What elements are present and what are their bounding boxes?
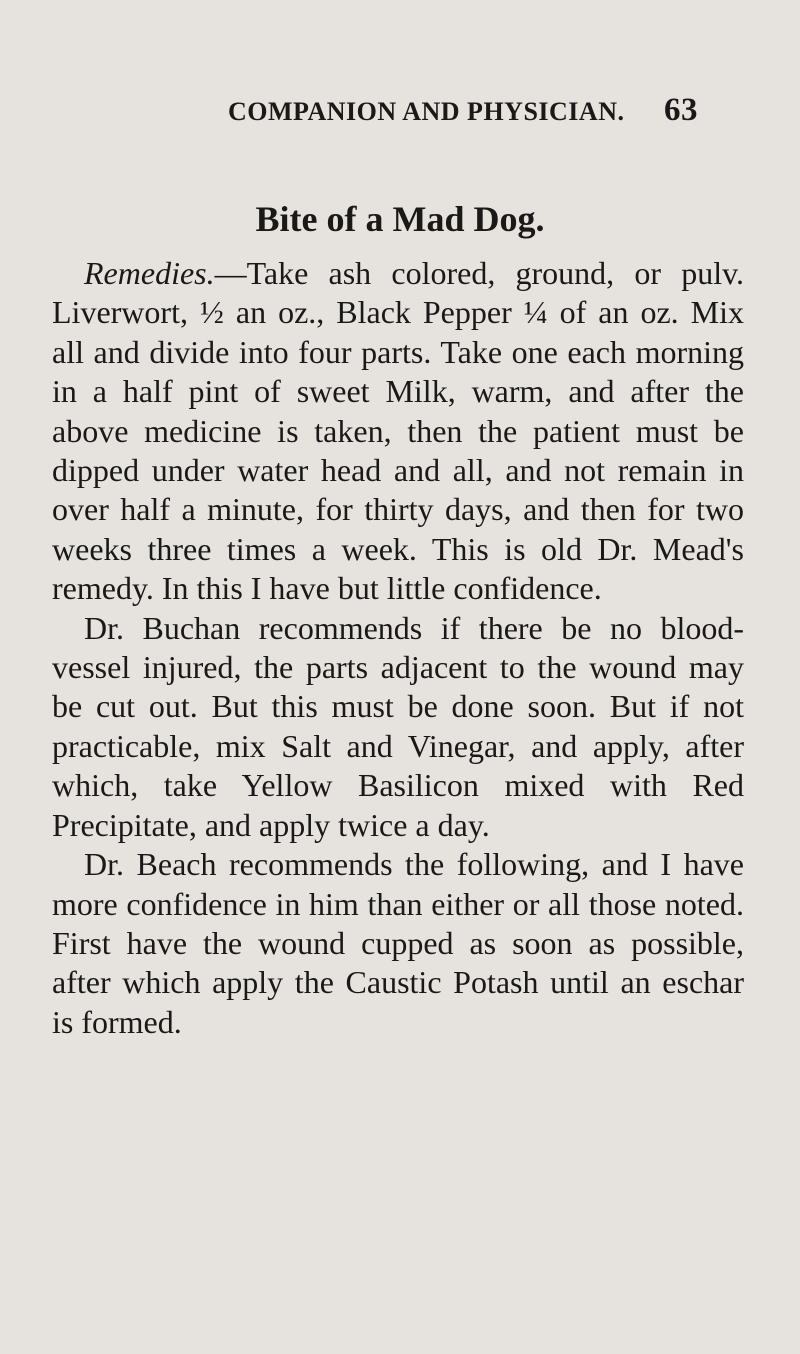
running-title: COMPANION AND PHYSICIAN.	[228, 97, 625, 126]
section-title: Bite of a Mad Dog.	[255, 199, 545, 239]
running-head	[228, 92, 698, 129]
page-number: 63	[664, 92, 698, 128]
paragraph-beach: Dr. Beach recommends the following, and I have more confidence in him than either or all those noted. First have the wound cupped as soon as possible, after which apply the Caustic Potash until an eschar is formed.	[52, 846, 744, 1040]
paragraph-buchan: Dr. Buchan recommends if there be no blood-vessel injured, the parts adjacent to the wound may be cut out. But this must be done soon. But if not practicable, mix Salt and Vinegar, and apply, after which, take Yellow Basilicon mixed with Red Precipitate, and apply twice a day.	[52, 609, 744, 843]
remedies-text: —Take ash colored, ground, or pulv. Liverwort, ½ an oz., Black Pepper ¼ of an oz. Mix all and divide into four parts. Take one each morning in a half pint of sweet Milk, warm, and after the above medicine is taken, then the patient must be dipped under water head and all, and not remain in over half a minute, for thirty days, and then for two weeks three times a week. This is old Dr. Mead's remedy. In this I have but little confidence.	[52, 255, 744, 607]
body-text	[52, 254, 744, 1042]
remedies-label: Remedies.	[84, 255, 215, 291]
paragraph-remedies	[52, 254, 744, 609]
